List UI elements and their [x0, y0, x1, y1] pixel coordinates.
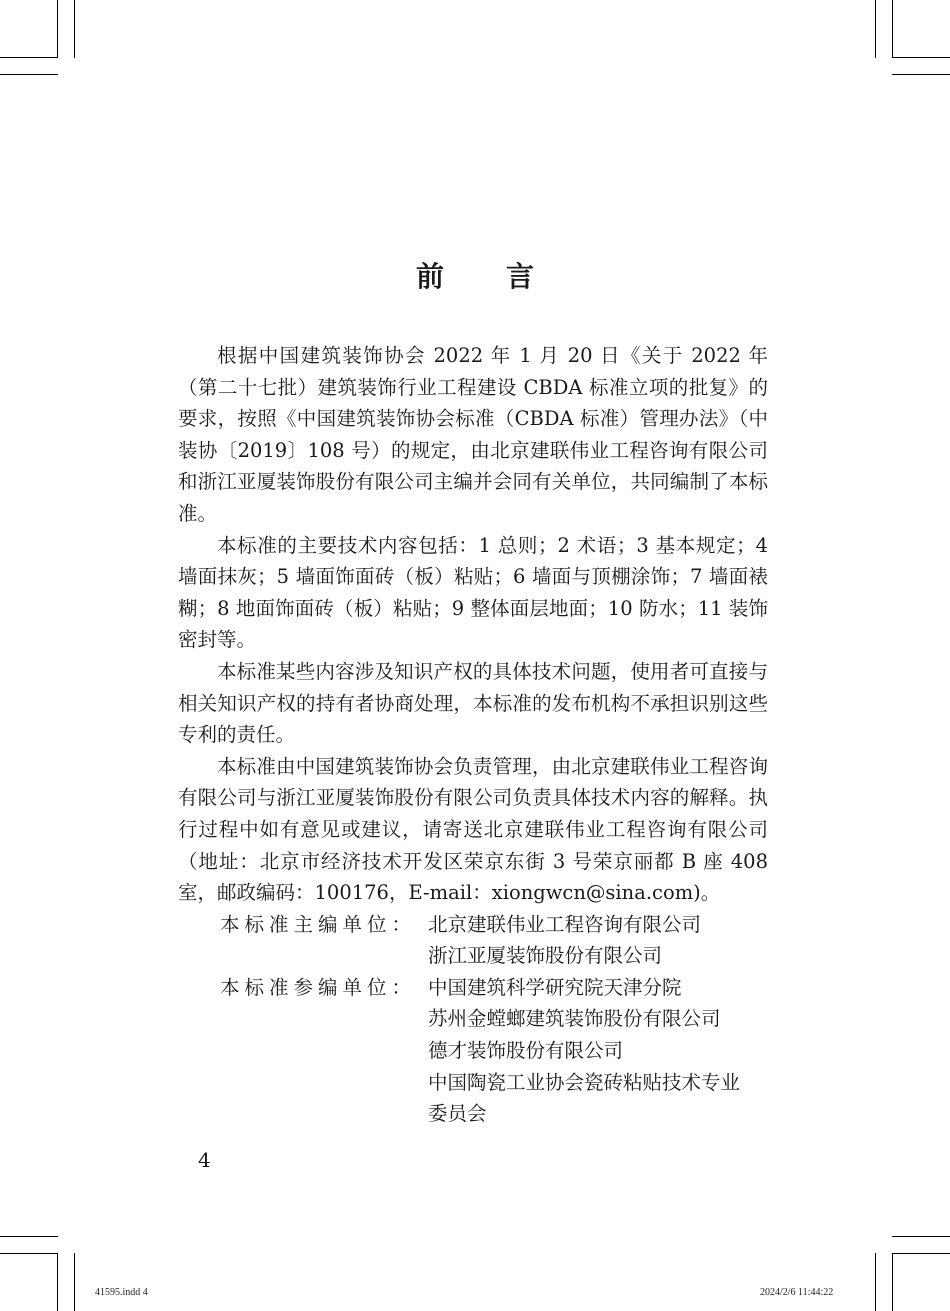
chief-units-label: 本标准主编单位： [220, 912, 417, 936]
participating-unit-item: 德才装饰股份有限公司 [428, 1039, 624, 1063]
page-number: 4 [198, 1148, 211, 1172]
paragraph-basis: 根据中国建筑装饰协会 2022 年 1 月 20 日《关于 2022 年（第二十七批）建筑装饰行业工程建设 CBDA 标准立项的批复》的要求，按照《中国建筑装饰协会标准（CBDA 标准）管理办法》（中装协〔2019〕108 号）的规定，由北京建联伟业工程咨询有限公司和浙江亚厦装饰股份有限公司主编并会同有关单位，共同编制了本标准。 [178, 344, 768, 525]
footer-file-name: 41595.indd 4 [95, 1287, 148, 1298]
participating-units-list [428, 972, 768, 1130]
participating-units-label: 本标准参编单位： [220, 975, 417, 999]
paragraph-contents: 本标准的主要技术内容包括：1 总则；2 术语；3 基本规定；4 墙面抹灰；5 墙面饰面砖（板）粘贴；6 墙面与顶棚涂饰；7 墙面裱糊；8 地面饰面砖（板）粘贴；9 整体面层地面；10 防水；11 装饰密封等。 [178, 533, 768, 652]
page-title [0, 255, 950, 295]
preface-body [178, 340, 768, 1130]
chief-units-list [428, 909, 768, 972]
title-char-2: 言 [506, 260, 535, 293]
chief-units-block [178, 909, 768, 972]
title-char-1: 前 [415, 260, 444, 293]
participating-units-block [178, 972, 768, 1130]
participating-unit-item: 中国建筑科学研究院天津分院 [428, 975, 682, 999]
chief-unit-item: 浙江亚厦装饰股份有限公司 [428, 944, 663, 968]
footer-timestamp: 2024/2/6 11:44:22 [760, 1287, 834, 1298]
participating-unit-item: 苏州金螳螂建筑装饰股份有限公司 [428, 1007, 721, 1031]
participating-unit-item: 委员会 [428, 1102, 487, 1126]
chief-unit-item: 北京建联伟业工程咨询有限公司 [428, 912, 702, 936]
paragraph-ip: 本标准某些内容涉及知识产权的具体技术问题，使用者可直接与相关知识产权的持有者协商处理，本标准的发布机构不承担识别这些专利的责任。 [178, 659, 768, 747]
participating-unit-item: 中国陶瓷工业协会瓷砖粘贴技术专业 [428, 1070, 741, 1094]
paragraph-management: 本标准由中国建筑装饰协会负责管理，由北京建联伟业工程咨询有限公司与浙江亚厦装饰股份有限公司负责具体技术内容的解释。执行过程中如有意见或建议，请寄送北京建联伟业工程咨询有限公司（地址：北京市经济技术开发区荣京东街 3 号荣京丽都 B 座 408 室，邮政编码：100176，E-mail：xiongwcn@sina.com)。 [178, 754, 768, 905]
